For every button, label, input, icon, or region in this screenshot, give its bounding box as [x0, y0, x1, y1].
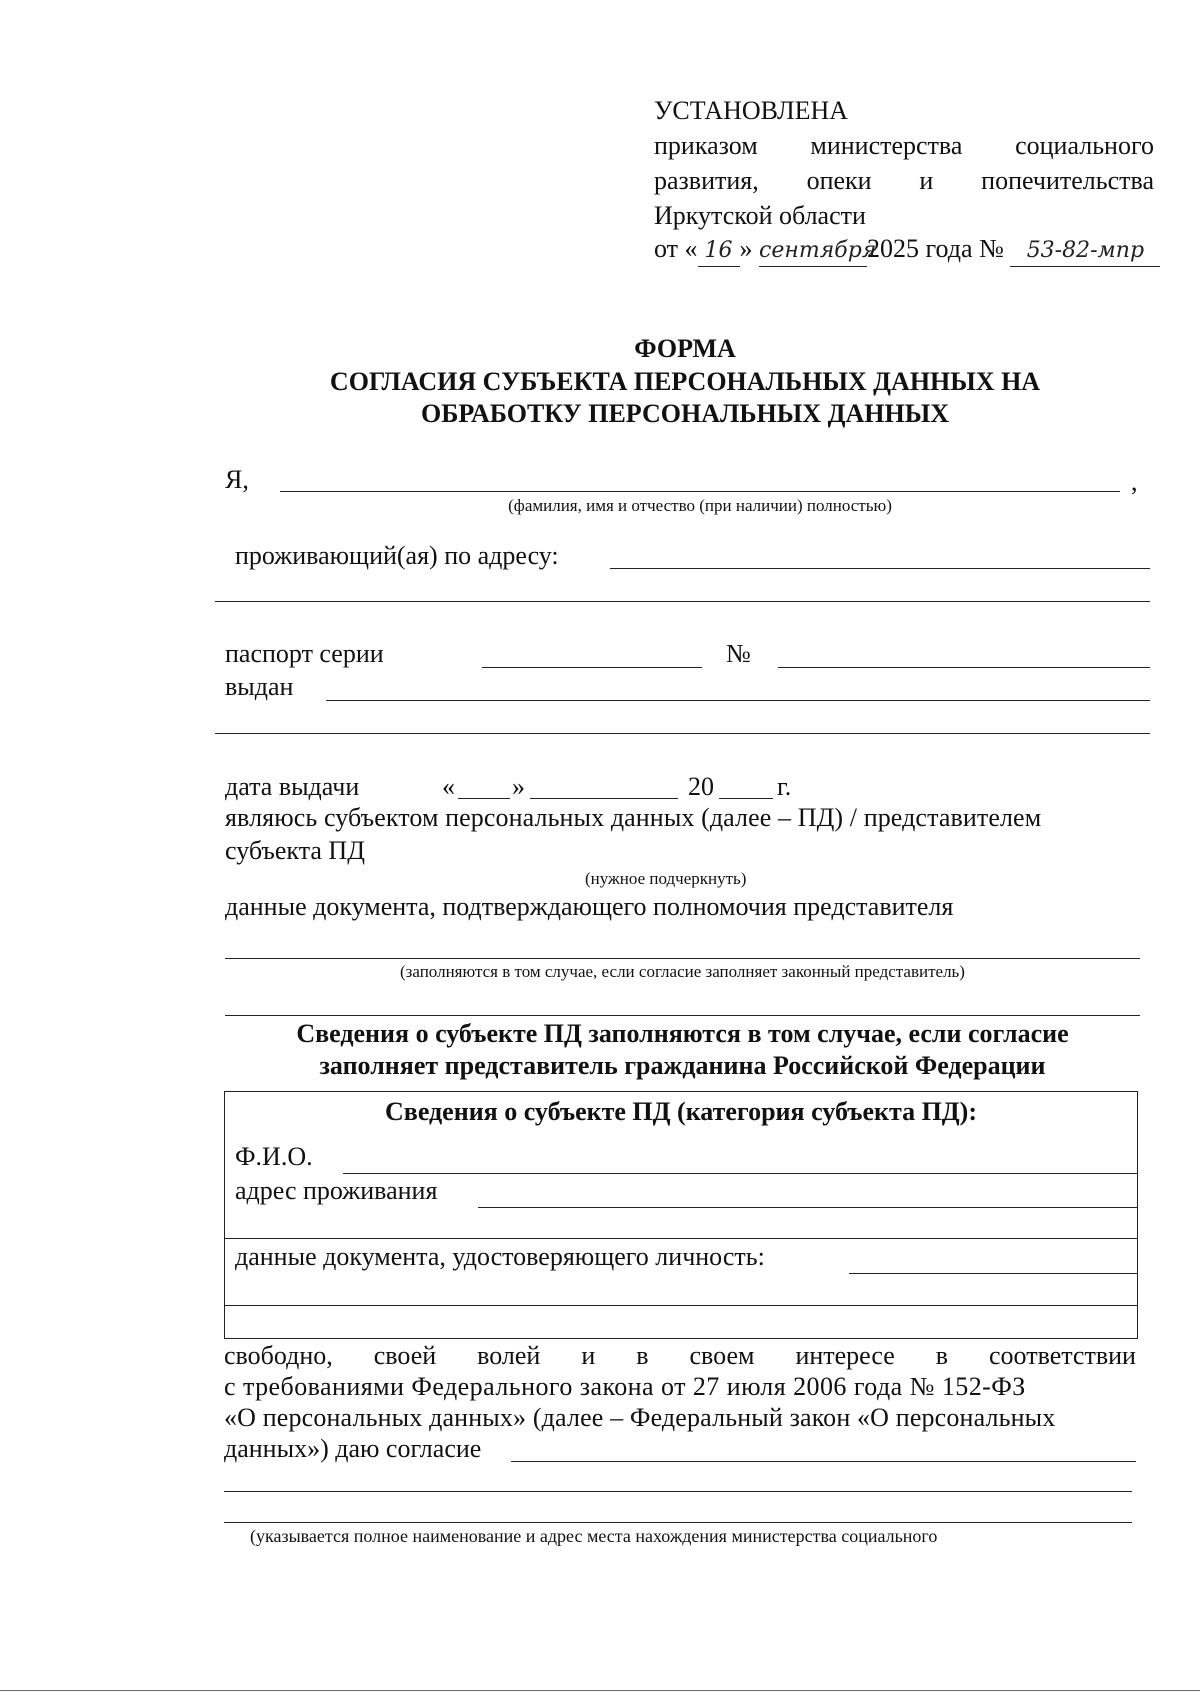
consent-line-3: «О персональных данных» (далее – Федеральный закон «О персональных	[224, 1403, 1056, 1432]
subject-id-doc-label: данные документа, удостоверяющего личность:	[235, 1242, 765, 1271]
subject-address-label: адрес проживания	[235, 1176, 438, 1205]
consent-word: интересе	[795, 1341, 895, 1370]
consent-word: свободно,	[224, 1341, 333, 1370]
consent-word: в	[636, 1341, 649, 1370]
subject-fio-label: Ф.И.О.	[235, 1142, 313, 1171]
consent-line-1	[224, 1341, 1136, 1371]
approval-line-3: Иркутской области	[654, 201, 866, 230]
issue-date-open-quote: «	[442, 772, 455, 801]
consent-recipient-field-3[interactable]	[224, 1522, 1132, 1523]
issued-by-field-continuation[interactable]	[215, 733, 1150, 734]
consent-recipient-field-2[interactable]	[224, 1491, 1132, 1492]
fio-comma: ,	[1131, 467, 1138, 496]
consent-word: и	[581, 1341, 596, 1370]
approval-line-1	[654, 131, 1154, 161]
address-label: проживающий(ая) по адресу:	[235, 541, 559, 570]
subject-fio-field[interactable]	[343, 1173, 1137, 1174]
consent-word: своей	[373, 1341, 437, 1370]
subject-statement-line-2: субъекта ПД	[225, 836, 365, 865]
subject-id-doc-row-2[interactable]	[225, 1305, 1137, 1306]
issue-day-field[interactable]	[458, 798, 510, 799]
issued-by-field[interactable]	[326, 700, 1150, 701]
approval-word: министерства	[810, 131, 963, 160]
consent-word: волей	[477, 1341, 541, 1370]
passport-series-field[interactable]	[482, 667, 702, 668]
issue-year-suffix: г.	[777, 772, 792, 801]
consent-hint: (указывается полное наименование и адрес места нахождения министерства социального	[250, 1526, 938, 1546]
handwritten-month: сентября	[759, 236, 867, 267]
passport-series-label: паспорт серии	[225, 639, 384, 668]
approval-word: попечительства	[981, 166, 1154, 195]
approval-word: развития,	[654, 166, 759, 195]
subject-id-doc-field[interactable]	[849, 1273, 1137, 1274]
year-text: 2025 года №	[867, 234, 1004, 263]
rep-doc-field[interactable]	[225, 958, 1140, 959]
subject-table	[224, 1091, 1138, 1339]
passport-number-sign: №	[726, 639, 751, 668]
issue-month-field[interactable]	[530, 798, 678, 799]
issue-date-close-quote: »	[512, 772, 525, 801]
fio-hint: (фамилия, имя и отчество (при наличии) полностью)	[508, 496, 892, 515]
ya-label: Я,	[225, 465, 249, 494]
approval-word: социального	[1015, 131, 1154, 160]
issue-date-label: дата выдачи	[225, 772, 360, 801]
consent-word: своем	[689, 1341, 755, 1370]
consent-line-4: данных») даю согласие	[224, 1434, 482, 1463]
address-field-continuation[interactable]	[215, 601, 1150, 602]
passport-number-field[interactable]	[778, 667, 1150, 668]
consent-word: соответствии	[989, 1341, 1136, 1370]
rep-doc-label: данные документа, подтверждающего полномочия представителя	[225, 892, 954, 921]
form-title-line-3: ОБРАБОТКУ ПЕРСОНАЛЬНЫХ ДАННЫХ	[420, 399, 949, 428]
page-bottom-rule	[0, 1690, 1200, 1691]
fio-field[interactable]	[280, 491, 1120, 492]
issue-year-field[interactable]	[719, 798, 773, 799]
subject-section-heading: Сведения о субъекте ПД заполняются в том случае, если согласие	[296, 1019, 1069, 1048]
date-prefix: от «	[654, 234, 698, 263]
subject-address-row-2[interactable]	[225, 1238, 1137, 1239]
date-mid: »	[739, 234, 753, 263]
rep-doc-hint: (заполняются в том случае, если согласие заполняет законный представитель)	[400, 962, 965, 981]
rep-doc-field-continuation[interactable]	[225, 1015, 1140, 1016]
issue-year-prefix: 20	[688, 772, 714, 801]
approval-heading: УСТАНОВЛЕНА	[654, 96, 849, 125]
issued-label: выдан	[225, 672, 294, 701]
form-title-line-2: СОГЛАСИЯ СУБЪЕКТА ПЕРСОНАЛЬНЫХ ДАННЫХ НА	[329, 367, 1041, 396]
consent-recipient-field[interactable]	[511, 1461, 1136, 1462]
approval-word: и	[919, 166, 934, 195]
approval-line-2	[654, 166, 1154, 196]
handwritten-order-number: 53-82-мпр	[1010, 236, 1160, 267]
address-field[interactable]	[610, 568, 1150, 569]
form-title: ФОРМА	[634, 334, 736, 363]
subject-section-heading-line-2: заполняет представитель гражданина Российской Федерации	[319, 1051, 1046, 1080]
subject-address-field[interactable]	[478, 1207, 1137, 1208]
underline-hint: (нужное подчеркнуть)	[585, 869, 747, 888]
approval-word: приказом	[654, 131, 758, 160]
consent-line-2: с требованиями Федерального закона от 27 июля 2006 года № 152-ФЗ	[224, 1372, 1026, 1401]
consent-word: в	[935, 1341, 949, 1370]
approval-word: опеки	[806, 166, 872, 195]
subject-statement: являюсь субъектом персональных данных (далее – ПД) / представителем	[225, 803, 1042, 832]
handwritten-day: 16	[698, 236, 740, 267]
subject-table-title: Сведения о субъекте ПД (категория субъекта ПД):	[385, 1097, 977, 1126]
approval-date-line	[654, 234, 1160, 267]
